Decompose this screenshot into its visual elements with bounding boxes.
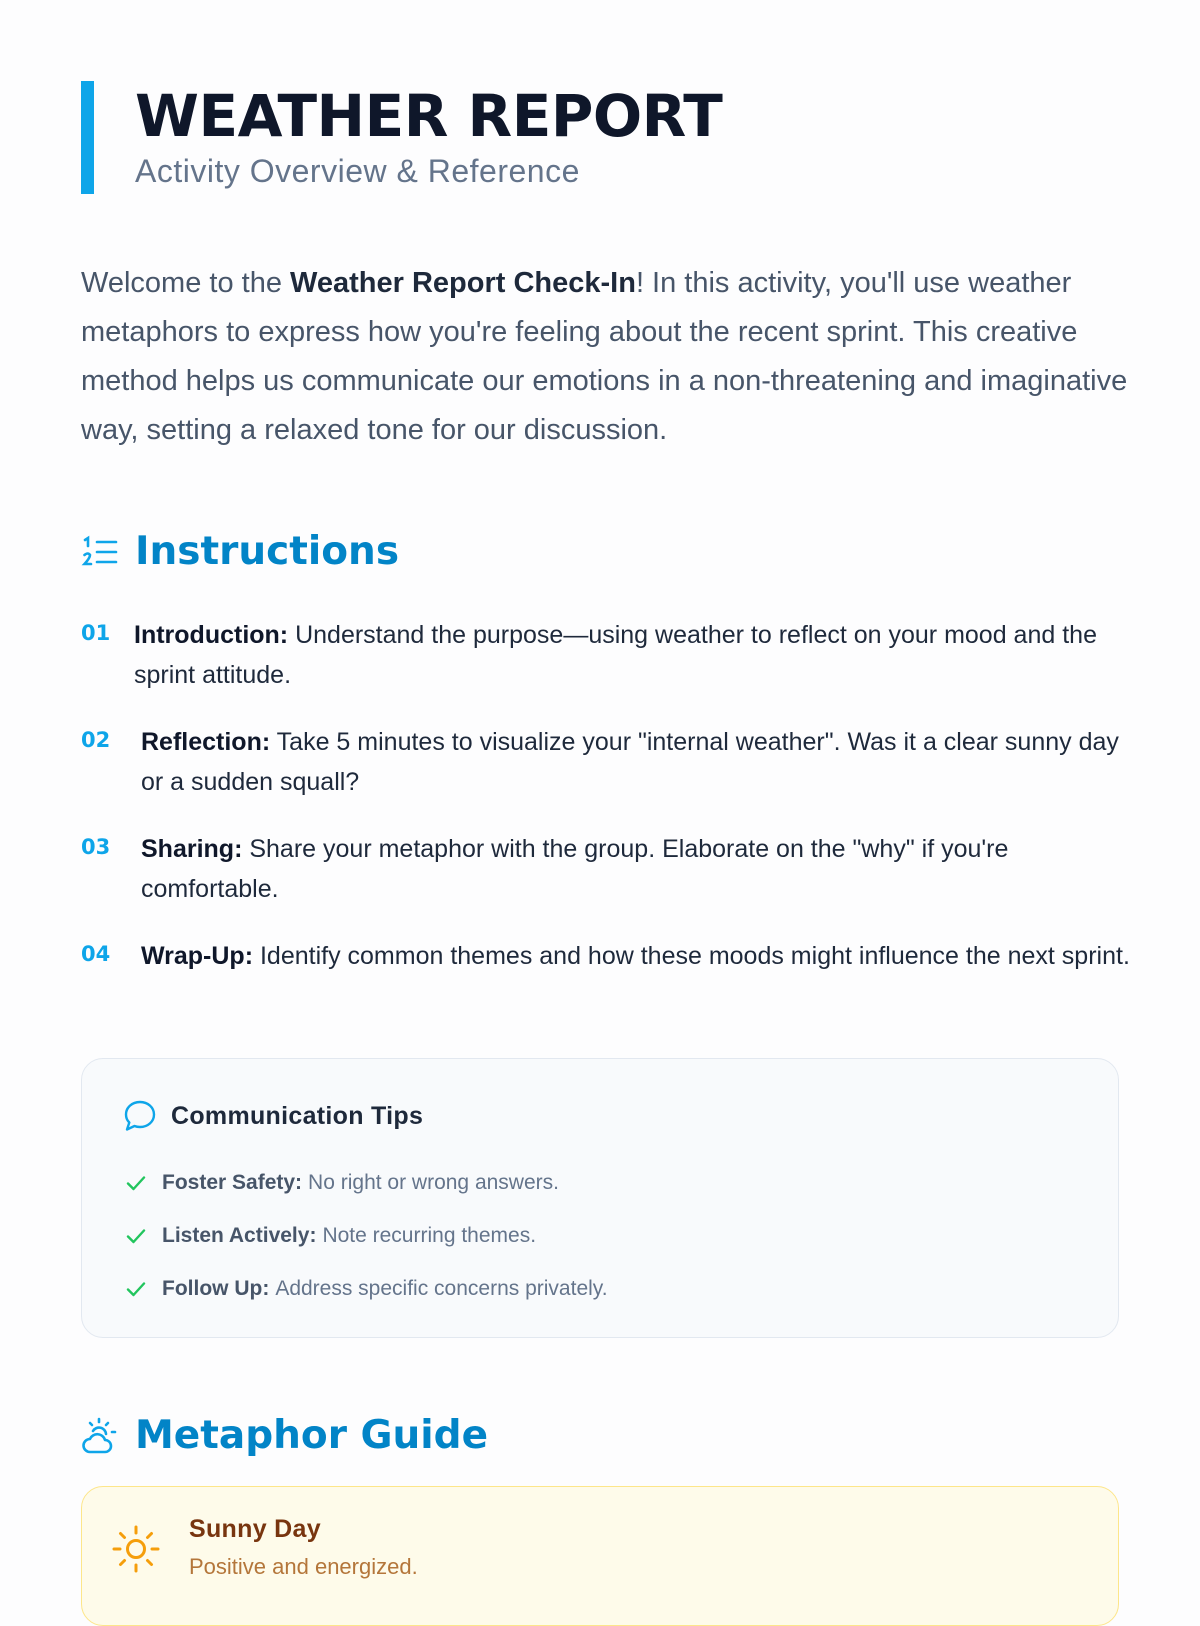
tip-label: Follow Up:: [162, 1277, 270, 1300]
check-icon: [125, 1172, 147, 1194]
step-number: 04: [81, 942, 111, 966]
step-label: Reflection:: [141, 728, 271, 756]
step-description: Understand the purpose—using weather to reflect on your mood and the sprint attitude.: [134, 621, 1097, 689]
tips-header: [123, 1099, 423, 1133]
step-text: [141, 829, 1141, 909]
tip-item: [125, 1224, 536, 1248]
tip-text: No right or wrong answers.: [308, 1171, 559, 1194]
page-header: [81, 81, 881, 194]
step-text: [141, 722, 1141, 802]
chat-bubble-icon: [123, 1099, 157, 1133]
page-title: WEATHER REPORT: [135, 82, 723, 150]
intro-text-after: ! In this activity, you'll use weather metaphors to express how you're feeling about the recent sprint. This creative method helps us communicate our emotions in a non-threatening and imaginative way, setting a relaxed tone for our discussion.: [81, 267, 1128, 446]
step-item: [81, 722, 1131, 829]
instructions-heading: [81, 524, 399, 580]
intro-paragraph: [81, 259, 1131, 455]
steps-list: [81, 615, 1131, 1043]
intro-highlight: Weather Report Check-In: [290, 267, 636, 299]
step-number: 02: [81, 728, 111, 752]
header-accent-bar: [81, 81, 94, 194]
step-text: [134, 615, 1134, 695]
step-text: [141, 936, 1141, 976]
metaphor-guide-heading: [81, 1408, 488, 1464]
tip-label: Listen Actively:: [162, 1224, 317, 1247]
step-description: Share your metaphor with the group. Elaborate on the "why" if you're comfortable.: [141, 835, 1009, 903]
check-icon: [125, 1225, 147, 1247]
tip-label: Foster Safety:: [162, 1171, 303, 1194]
step-item: [81, 936, 1131, 1043]
tips-title: Communication Tips: [171, 1101, 424, 1130]
step-label: Introduction:: [134, 621, 289, 649]
step-label: Wrap-Up:: [141, 942, 254, 970]
metaphor-description: Positive and energized.: [189, 1554, 418, 1579]
step-label: Sharing:: [141, 835, 243, 863]
communication-tips-card: [81, 1058, 1119, 1338]
metaphor-guide-title: Metaphor Guide: [135, 1413, 489, 1458]
metaphor-name: Sunny Day: [189, 1515, 321, 1543]
step-description: Take 5 minutes to visualize your "internal weather". Was it a clear sunny day or a sudden squall?: [141, 728, 1119, 796]
sun-icon: [110, 1523, 162, 1575]
step-item: [81, 829, 1131, 936]
step-number: 01: [81, 621, 111, 645]
page-subtitle: Activity Overview & Reference: [135, 153, 580, 189]
metaphor-card-sunny-day: [81, 1486, 1119, 1626]
check-icon: [125, 1278, 147, 1300]
instructions-title: Instructions: [135, 529, 400, 574]
step-description: Identify common themes and how these moods might influence the next sprint.: [253, 942, 1130, 970]
intro-text-before: Welcome to the: [81, 267, 291, 299]
sun-cloud-icon: [81, 1417, 119, 1455]
numbered-list-icon: [81, 533, 119, 571]
step-number: 03: [81, 835, 111, 859]
tip-text: Note recurring themes.: [322, 1224, 537, 1247]
tip-text: Address specific concerns privately.: [275, 1277, 608, 1300]
tip-item: [125, 1277, 608, 1301]
tip-item: [125, 1171, 559, 1195]
step-item: [81, 615, 1131, 722]
